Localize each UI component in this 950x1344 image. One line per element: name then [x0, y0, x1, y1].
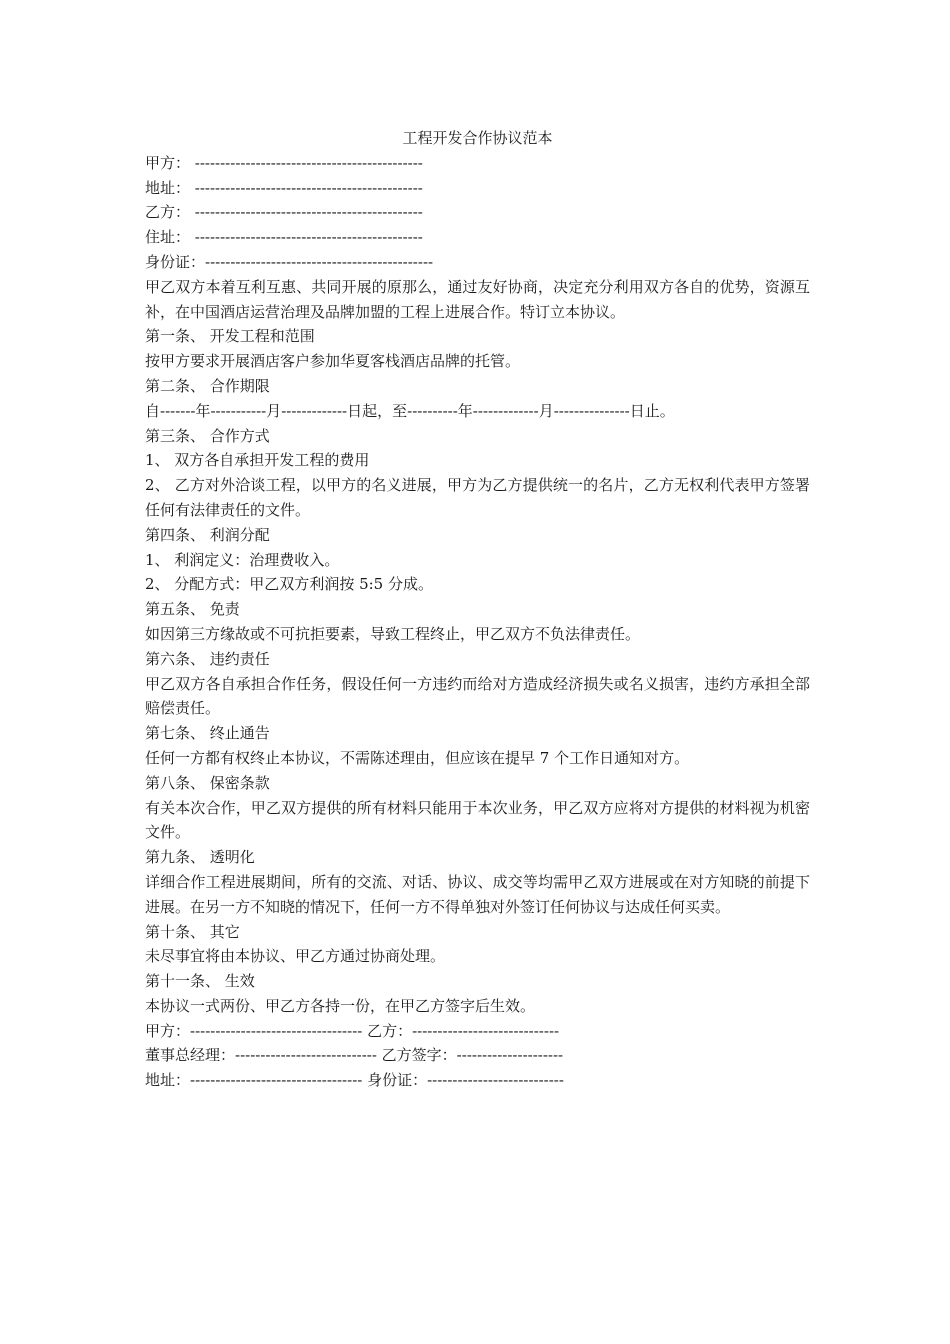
- article-2-body: 自-------年-----------月-------------日起，至----------年-------------月---------------日止。: [145, 401, 675, 420]
- id-card-line: 身份证：---------------------------------------------: [145, 252, 434, 271]
- article-9-body: 详细合作工程进展期间，所有的交流、对话、协议、成交等均需甲乙双方进展或在对方知晓的前提下进展。在另一方不知晓的情况下，任何一方不得单独对外签订任何协议与达成任何买卖。: [145, 872, 810, 916]
- article-4-item-1: 1、 利润定义：治理费收入。: [145, 550, 340, 569]
- article-10-body: 未尽事宜将由本协议、甲乙方通过协商处理。: [145, 947, 446, 966]
- article-11-body: 本协议一式两份、甲乙方各持一份，在甲乙方签字后生效。: [145, 996, 536, 1015]
- article-6-heading: 第六条、 违约责任: [145, 649, 270, 668]
- article-3-item-2: 2、 乙方对外洽谈工程，以甲方的名义进展，甲方为乙方提供统一的名片，乙方无权利代表甲方签署任何有法律责任的文件。: [145, 476, 810, 519]
- address-b-line: 住址： ---------------------------------------------: [145, 228, 423, 247]
- party-b-line: 乙方： ---------------------------------------------: [145, 203, 423, 222]
- article-3-item-1: 1、 双方各自承担开发工程的费用: [145, 451, 370, 470]
- article-6-body: 甲乙双方各自承担合作任务，假设任何一方违约而给对方造成经济损失或名义损害，违约方承担全部赔偿责任。: [145, 674, 810, 718]
- signature-row-1: 甲方：---------------------------------- 乙方：-----------------------------: [145, 1021, 560, 1040]
- article-2-heading: 第二条、 合作期限: [145, 376, 270, 395]
- article-4-heading: 第四条、 利润分配: [145, 525, 270, 544]
- party-a-line: 甲方： ---------------------------------------------: [145, 153, 423, 172]
- article-4-item-2: 2、 分配方式：甲乙双方利润按 5:5 分成。: [145, 575, 433, 594]
- document-page: [145, 126, 810, 1093]
- article-8-heading: 第八条、 保密条款: [145, 773, 270, 792]
- article-9-heading: 第九条、 透明化: [145, 848, 255, 867]
- address-a-line: 地址： ---------------------------------------------: [145, 178, 423, 197]
- article-11-heading: 第十一条、 生效: [145, 972, 255, 991]
- article-7-body: 任何一方都有权终止本协议，不需陈述理由，但应该在提早 7 个工作日通知对方。: [145, 748, 690, 767]
- signature-row-3: 地址：---------------------------------- 身份证：---------------------------: [145, 1071, 564, 1090]
- intro-paragraph: 甲乙双方本着互利互惠、共同开展的原那么，通过友好协商，决定充分利用双方各自的优势，资源互补，在中国酒店运营治理及品牌加盟的工程上进展合作。特订立本协议。: [145, 277, 810, 321]
- article-5-body: 如因第三方缘故或不可抗拒要素，导致工程终止，甲乙双方不负法律责任。: [145, 624, 641, 643]
- article-1-body: 按甲方要求开展酒店客户参加华夏客栈酒店品牌的托管。: [145, 352, 521, 371]
- article-5-heading: 第五条、 免责: [145, 600, 240, 619]
- article-1-heading: 第一条、 开发工程和范围: [145, 327, 315, 346]
- article-8-body: 有关本次合作，甲乙双方提供的所有材料只能用于本次业务，甲乙双方应将对方提供的材料视为机密文件。: [145, 798, 810, 842]
- article-7-heading: 第七条、 终止通告: [145, 724, 270, 743]
- article-10-heading: 第十条、 其它: [145, 922, 240, 941]
- signature-row-2: 董事总经理：---------------------------- 乙方签字：---------------------: [145, 1046, 564, 1065]
- article-3-heading: 第三条、 合作方式: [145, 426, 270, 445]
- document-title: 工程开发合作协议范本: [402, 129, 553, 147]
